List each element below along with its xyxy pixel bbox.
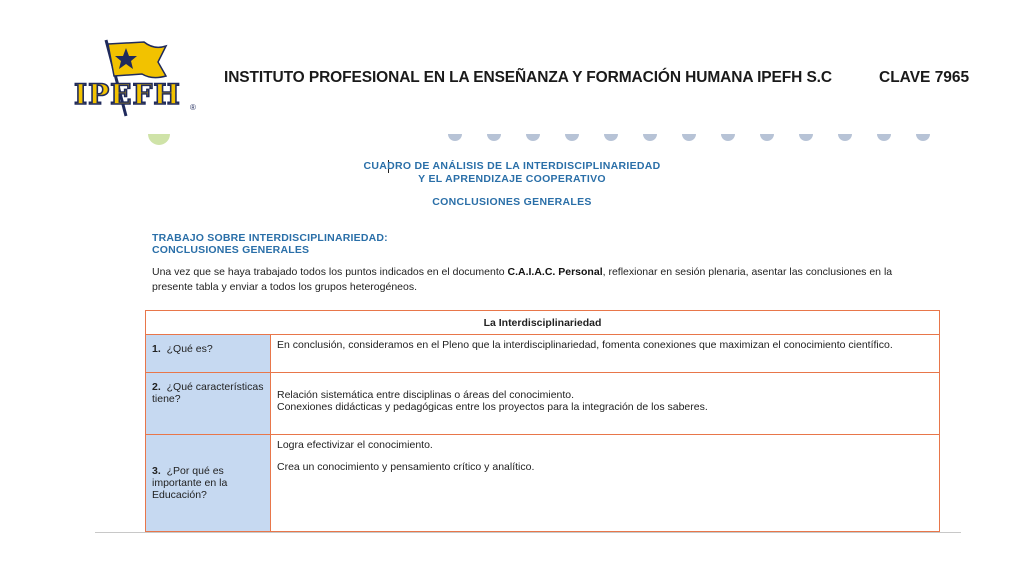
decorative-dot [604, 134, 618, 141]
document-subtitle: CONCLUSIONES GENERALES [432, 196, 592, 208]
bottom-divider [95, 532, 961, 533]
institute-title: INSTITUTO PROFESIONAL EN LA ENSEÑANZA Y FORMACIÓN HUMANA IPEFH S.C [224, 69, 832, 86]
interdisciplinarity-table [145, 310, 940, 532]
decorative-dot [682, 134, 696, 141]
svg-text:®: ® [190, 103, 196, 112]
decorative-dot [916, 134, 930, 141]
section-heading-line2: CONCLUSIONES GENERALES [152, 244, 310, 256]
question-cell: 2. ¿Qué características tiene? [146, 373, 271, 435]
answer-cell: En conclusión, consideramos en el Pleno que la interdisciplinariedad, fomenta conexiones que maximizan el conocimiento científico. [271, 335, 940, 373]
logo-text: IPEFH [74, 78, 181, 111]
decorative-dot-row [0, 130, 1024, 150]
decorative-dot [487, 134, 501, 141]
decorative-dot [877, 134, 891, 141]
decorative-dot [448, 134, 462, 141]
table-row [146, 373, 940, 435]
table-header: La Interdisciplinariedad [146, 311, 940, 335]
decorative-dot [643, 134, 657, 141]
document-reference: C.A.I.A.C. Personal [507, 266, 603, 278]
institute-code: CLAVE 7965 [879, 69, 970, 86]
document-title-line2: Y EL APRENDIZAJE COOPERATIVO [418, 173, 606, 185]
answer-cell: Logra efectivizar el conocimiento. Crea un conocimiento y pensamiento crítico y analítico. [271, 435, 940, 532]
table-row [146, 435, 940, 532]
decorative-dot [721, 134, 735, 141]
table-row [146, 335, 940, 373]
question-cell: 3. ¿Por qué es importante en la Educación? [146, 435, 271, 532]
intro-paragraph: Una vez que se haya trabajado todos los puntos indicados en el documento C.A.I.A.C. Personal, reflexionar en sesión plenaria, asentar las conclusiones en la presente tabla y enviar a todos los grupos heterogéneos. [152, 266, 893, 293]
decorative-dot [838, 134, 852, 141]
section-heading-line1: TRABAJO SOBRE INTERDISCIPLINARIEDAD: [152, 232, 388, 244]
question-cell: 1. ¿Qué es? [146, 335, 271, 373]
decorative-dot [565, 134, 579, 141]
answer-cell: Relación sistemática entre disciplinas o áreas del conocimiento. Conexiones didácticas y pedagógicas entre los proyectos para la integración de los saberes. [271, 373, 940, 435]
decorative-dot [526, 134, 540, 141]
document-title-line1: CUADRO DE ANÁLISIS DE LA INTERDISCIPLINARIEDAD [363, 160, 661, 172]
decorative-dot [799, 134, 813, 141]
ipefh-logo [70, 36, 200, 122]
decorative-dot [760, 134, 774, 141]
